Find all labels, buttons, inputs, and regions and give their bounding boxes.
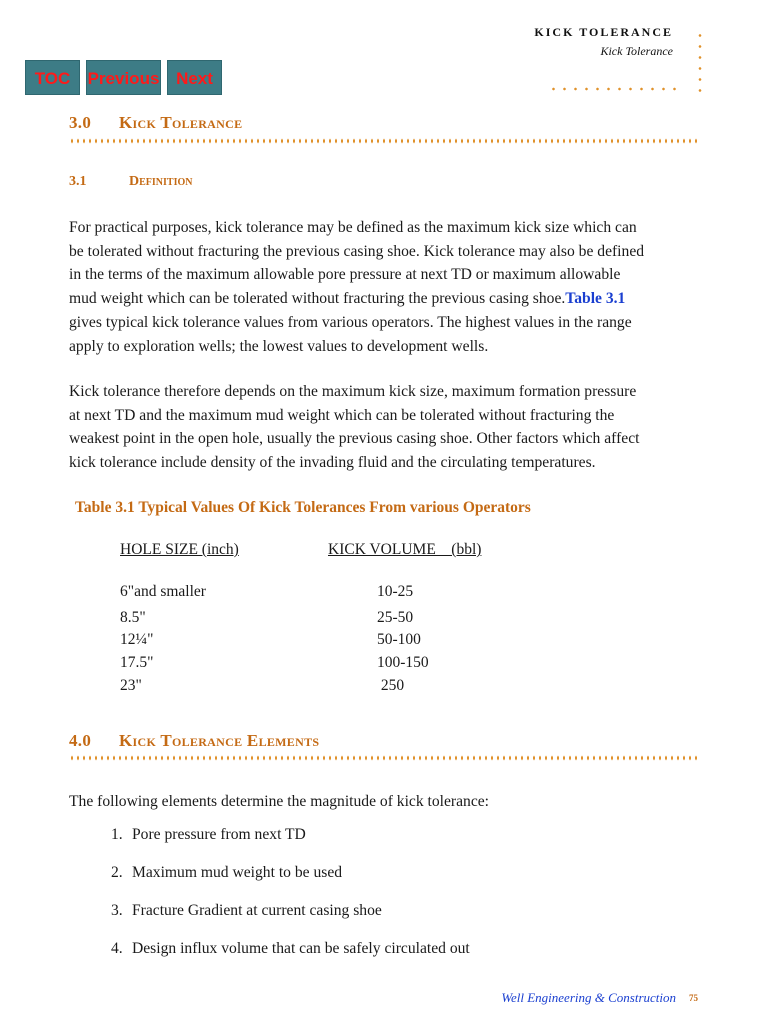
section-4-heading (69, 731, 319, 751)
toc-button[interactable]: TOC (25, 60, 80, 95)
section-3-heading (69, 113, 242, 133)
list-item-text: Design influx volume that can be safely circulated out (132, 940, 470, 957)
running-footer-title: Well Engineering & Construction (501, 990, 676, 1005)
table-header-hole-size: HOLE SIZE (inch) (120, 541, 239, 558)
list-item-text: Maximum mud weight to be used (132, 864, 343, 881)
table-cell-kick: 25-50 (377, 609, 414, 626)
list-item-text: Pore pressure from next TD (132, 826, 306, 843)
paragraph-line: kick tolerance include density of the invading fluid and the circulating temperatures. (69, 454, 596, 472)
paragraph-line: be tolerated without fracturing the previous casing shoe. Kick tolerance may also be defined (69, 242, 645, 260)
definition-paragraph-2 (69, 380, 709, 475)
list-item-number: 3. (111, 902, 123, 919)
previous-button[interactable]: Previous (86, 60, 161, 95)
paragraph-line-with-link (69, 287, 709, 311)
paragraph-line: in the terms of the maximum allowable pore pressure at next TD or maximum allowable (69, 266, 621, 284)
section-3-title: Kick Tolerance (119, 113, 243, 132)
paragraph-line: apply to exploration wells; the lowest values to development wells. (69, 337, 489, 355)
list-item-text: Fracture Gradient at current casing shoe (132, 902, 382, 919)
list-item-number: 2. (111, 864, 123, 881)
table-3-1-caption: Table 3.1 Typical Values Of Kick Tolerances From various Operators (75, 499, 531, 516)
paragraph-line: Kick tolerance therefore depends on the maximum kick size, maximum formation pressure (69, 383, 637, 400)
next-button[interactable]: Next (167, 60, 222, 95)
list-item (111, 940, 470, 958)
elements-intro: The following elements determine the magnitude of kick tolerance: (69, 793, 490, 810)
list-item (111, 826, 306, 844)
subsection-3-1-heading (69, 174, 192, 190)
table-cell-hole: 8.5" (120, 609, 146, 626)
header-dot-rule-vertical (697, 30, 703, 94)
table-cell-kick: 250 (377, 677, 405, 694)
section-3-dot-rule (69, 138, 699, 144)
subsection-3-1-title: Definition (129, 174, 193, 189)
paragraph-line: gives typical kick tolerance values from various operators. The highest values in the range (69, 313, 632, 331)
table-3-1-link[interactable]: Table 3.1 (565, 290, 626, 308)
table-cell-kick: 50-100 (377, 631, 421, 648)
running-header-title: KICK TOLERANCE (534, 25, 673, 39)
table-cell-hole: 23" (120, 677, 142, 694)
list-item (111, 864, 342, 882)
section-4-dot-rule (69, 755, 699, 761)
table-cell-kick: 100-150 (377, 654, 429, 671)
table-cell-hole: 17.5" (120, 654, 154, 671)
list-item-number: 1. (111, 826, 123, 843)
page-number: 75 (689, 993, 698, 1003)
paragraph-line: mud weight which can be tolerated without fracturing the previous casing shoe. (69, 290, 566, 308)
table-cell-kick: 10-25 (377, 583, 414, 600)
list-item-number: 4. (111, 940, 123, 957)
section-4-title: Kick Tolerance Elements (119, 731, 320, 750)
list-item (111, 902, 382, 920)
header-dot-rule-horizontal (548, 86, 676, 92)
table-cell-hole: 6"and smaller (120, 583, 206, 600)
section-4-number: 4.0 (69, 731, 92, 750)
table-header-kick-volume: KICK VOLUME (bbl) (328, 541, 482, 558)
paragraph-line: at next TD and the maximum mud weight which can be tolerated without fracturing the (69, 406, 615, 424)
paragraph-line: For practical purposes, kick tolerance may be defined as the maximum kick size which can (69, 219, 637, 236)
subsection-3-1-number: 3.1 (69, 174, 87, 189)
paragraph-line: weakest point in the open hole, usually the previous casing shoe. Other factors which affect (69, 430, 640, 448)
running-header-subtitle: Kick Tolerance (600, 44, 673, 58)
section-3-number: 3.0 (69, 113, 92, 132)
definition-paragraph-1 (69, 216, 709, 358)
table-cell-hole: 12¼" (120, 631, 154, 648)
